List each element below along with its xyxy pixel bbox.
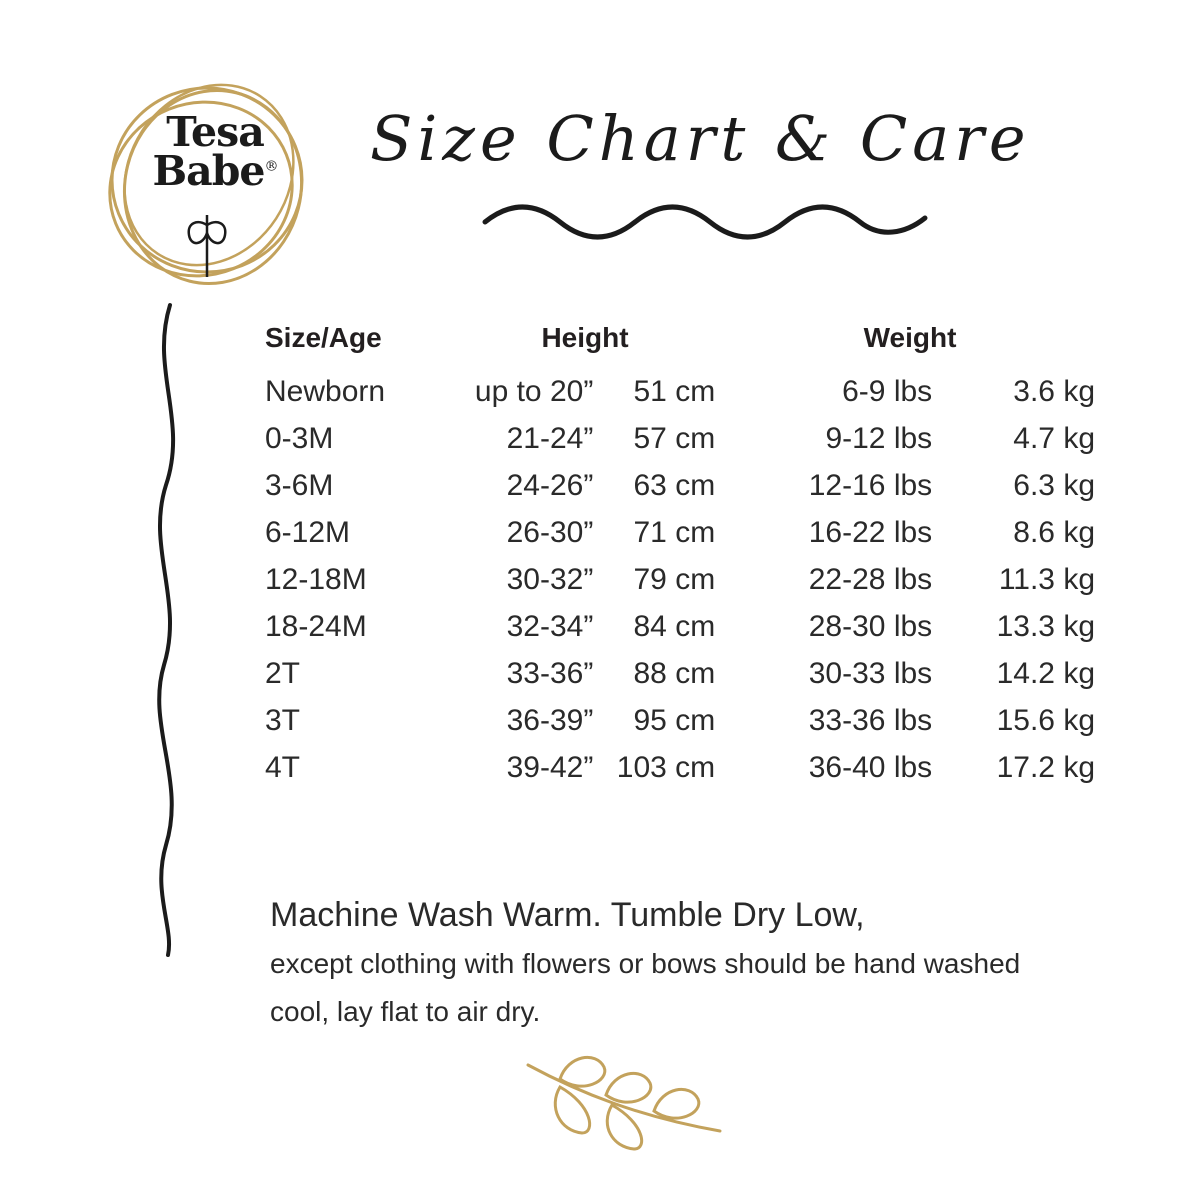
column-header-weight: Weight bbox=[863, 322, 957, 353]
registered-mark: ® bbox=[264, 158, 278, 175]
cell-weight-lb: 6-9 lbs bbox=[842, 375, 933, 408]
cell-height-cm: 84 cm bbox=[633, 610, 716, 643]
table-row bbox=[265, 368, 1095, 415]
leaf-icon bbox=[189, 215, 226, 277]
table-row bbox=[265, 556, 1095, 603]
table-row bbox=[265, 509, 1095, 556]
table-row bbox=[265, 603, 1095, 650]
cell-height-in: 36-39” bbox=[506, 704, 594, 737]
cell-weight-kg: 11.3 kg bbox=[998, 563, 1096, 596]
cell-height-in: 24-26” bbox=[506, 469, 594, 502]
cell-size: 3T bbox=[265, 704, 301, 737]
cell-height-in: 30-32” bbox=[506, 563, 594, 596]
table-row bbox=[265, 744, 1095, 791]
cell-weight-kg: 6.3 kg bbox=[1013, 469, 1096, 502]
cell-weight-kg: 17.2 kg bbox=[996, 751, 1096, 784]
cell-height-cm: 95 cm bbox=[633, 704, 716, 737]
table-row bbox=[265, 415, 1095, 462]
cell-size: 3-6M bbox=[265, 469, 334, 502]
header bbox=[0, 50, 1200, 280]
olive-branch-icon bbox=[520, 1045, 750, 1160]
page-title: Size Chart & Care bbox=[370, 102, 1031, 175]
wavy-divider-icon bbox=[480, 200, 930, 245]
cell-weight-lb: 9-12 lbs bbox=[825, 422, 933, 455]
cell-height-in: 39-42” bbox=[506, 751, 594, 784]
cell-size: 18-24M bbox=[265, 610, 367, 643]
cell-weight-lb: 12-16 lbs bbox=[808, 469, 933, 502]
cell-weight-lb: 22-28 lbs bbox=[808, 563, 933, 596]
cell-size: 4T bbox=[265, 751, 301, 784]
logo-line-1: Tesa bbox=[166, 108, 264, 156]
cell-height-cm: 71 cm bbox=[633, 516, 716, 549]
cell-weight-lb: 36-40 lbs bbox=[808, 751, 933, 784]
cell-height-in: 32-34” bbox=[506, 610, 594, 643]
cell-weight-kg: 14.2 kg bbox=[996, 657, 1096, 690]
cell-weight-lb: 28-30 lbs bbox=[808, 610, 933, 643]
brand-logo bbox=[95, 75, 325, 300]
cell-height-in: 26-30” bbox=[506, 516, 594, 549]
cell-height-in: 33-36” bbox=[506, 657, 594, 690]
vertical-wavy-line-icon bbox=[140, 300, 200, 965]
cell-weight-kg: 8.6 kg bbox=[1013, 516, 1096, 549]
cell-height-cm: 63 cm bbox=[633, 469, 716, 502]
cell-weight-lb: 30-33 lbs bbox=[808, 657, 933, 690]
care-line-1: Machine Wash Warm. Tumble Dry Low, bbox=[270, 896, 865, 934]
column-header-size: Size/Age bbox=[265, 322, 382, 353]
cell-height-cm: 88 cm bbox=[633, 657, 716, 690]
cell-height-cm: 57 cm bbox=[633, 422, 716, 455]
care-line-2: except clothing with flowers or bows should be hand washed bbox=[270, 948, 1021, 979]
cell-size: 6-12M bbox=[265, 516, 351, 549]
cell-size: 12-18M bbox=[265, 563, 367, 596]
cell-height-in: 21-24” bbox=[506, 422, 594, 455]
cell-weight-lb: 16-22 lbs bbox=[808, 516, 933, 549]
table-header-row bbox=[265, 322, 1095, 368]
logo-wordmark bbox=[145, 108, 285, 195]
logo-line-2: Babe bbox=[152, 146, 265, 195]
cell-height-in: up to 20” bbox=[474, 375, 594, 408]
cell-size: 2T bbox=[265, 657, 301, 690]
cell-height-cm: 51 cm bbox=[633, 375, 716, 408]
cell-height-cm: 103 cm bbox=[616, 751, 716, 784]
cell-weight-kg: 3.6 kg bbox=[1013, 375, 1096, 408]
cell-size: Newborn bbox=[265, 375, 386, 408]
size-table bbox=[265, 322, 1095, 791]
care-instructions bbox=[270, 890, 1090, 1036]
cell-weight-lb: 33-36 lbs bbox=[808, 704, 933, 737]
care-line-3: cool, lay flat to air dry. bbox=[270, 996, 541, 1027]
cell-weight-kg: 15.6 kg bbox=[996, 704, 1096, 737]
cell-height-cm: 79 cm bbox=[633, 563, 716, 596]
table-row bbox=[265, 650, 1095, 697]
table-row bbox=[265, 697, 1095, 744]
column-header-height: Height bbox=[541, 322, 629, 353]
table-row bbox=[265, 462, 1095, 509]
cell-size: 0-3M bbox=[265, 422, 334, 455]
cell-weight-kg: 13.3 kg bbox=[996, 610, 1096, 643]
cell-weight-kg: 4.7 kg bbox=[1013, 422, 1096, 455]
